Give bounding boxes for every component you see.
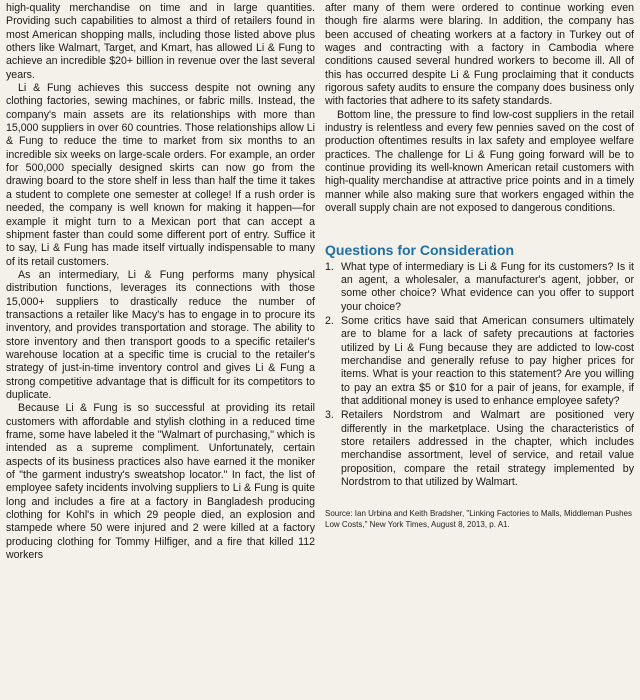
body-paragraph: As an intermediary, Li & Fung performs many physical distribution functions, leverages its connections with those 15,000+ suppliers to drastically reduce the number of transactions a retailer like Macy's has to engage in to procure its inventory, and provides transportation and storage. The ability to store inventory and then transport goods to a specific retailer's warehouse location at a specific time is crucial to the retailer's strategy of just-in-time inventory control and gives Li & Fung a strong competitive advantage that is difficult for its competitors to duplicate. [6,268,315,401]
right-column [325,2,634,700]
question-item [325,409,634,489]
left-column [6,2,315,700]
body-paragraph: Bottom line, the pressure to find low-cost suppliers in the retail industry is relentless and every few pennies saved on the cost of production oftentimes results in lax safety and employee welfare practices. The challenge for Li & Fung going forward will be to continue providing its well-known American retail customers with high-quality merchandise at attractive price points and in a timely manner while also making sure that workers engaged within the overall supply chain are not exposed to dangerous conditions. [325,108,634,215]
question-item [325,261,634,314]
body-paragraph: after many of them were ordered to continue working even though fire alarms were blaring. In addition, the company has been accused of cheating workers at a factory in Turkey out of wages and contracting with a factory in Cambodia where conditions caused several hundred workers to become ill. All of this has occurred despite Li & Fung proclaiming that it conducts rigorous safety audits to ensure the company does business only with factories that adhere to its safety standards. [325,2,634,108]
question-number: 3. [325,409,334,422]
questions-heading: Questions for Consideration [325,241,515,258]
question-number: 1. [325,260,334,273]
body-paragraph: Li & Fung achieves this success despite not owning any clothing factories, sewing machines, or fabric mills. Instead, the company's main assets are its relationships with more than 15,000 suppliers in over 60 countries. Those relationships allow Li & Fung to reduce the time to market from six months to an incredible six weeks on large-scale orders. For example, an order for 500,000 specially designed skirts can now go from the drawing board to the store shelf in less than half the time it takes a student to complete one semester at college! If a rush order is needed, the company is well known for making it happen—for example it might turn to a Mexican port that can accept a shipment faster than could some different port of entry. Suffice it to say, Li & Fung has made itself virtually indispensable to many of its retail customers. [6,82,315,268]
question-number: 2. [325,314,334,327]
question-text: What type of intermediary is Li & Fung for its customers? Is it an agent, a wholesaler, a manufacturer's agent, jobber, or some other choice? What evidence can you offer to support your choice? [341,260,634,313]
questions-list [325,261,634,490]
body-paragraph: high-quality merchandise on time and in large quantities. Providing such capabilities to almost a third of retailers found in most American shopping malls, including those listed above plus others like Walmart, Target, and Kmart, has allowed Li & Fung to achieve an incredible $20+ billion in revenue over the last several years. [6,2,315,81]
question-item [325,315,634,408]
body-paragraph: Because Li & Fung is so successful at providing its retail customers with affordable and stylish clothing in a reduced time frame, some have labeled it the "Walmart of purchasing," which is intended as a supreme compliment. Unfortunately, certain aspects of its business practices also have earned it the moniker of "the garment industry's sweatshop locator." In fact, the list of employee safety incidents involving suppliers to Li & Fung is quite long and includes a fire at a factory in Bangladesh producing clothing for Kohl's in which 29 people died, an explosion and stampede where 50 were injured and 2 were killed at a factory producing clothing for Tommy Hilfiger, and a fire that killed 112 workers [6,402,315,562]
source-citation: Source: Ian Urbina and Keith Bradsher, "Linking Factories to Malls, Middleman Pushes Low Costs," New York Times, August 8, 2013, p. A1. [325,509,632,529]
question-text: Retailers Nordstrom and Walmart are positioned very differently in the marketplace. Using the characteristics of store retailers addressed in the chapter, which includes merchandise assortment, level of service, and retail value proposition, compare the retail strategy implemented by Nordstrom to that utilized by Walmart. [341,409,634,488]
question-text: Some critics have said that American consumers ultimately are to blame for a lack of safety precautions at factories utilized by Li & Fung because they are addicted to low-cost merchandise and generally refuse to pay higher prices for items. What is your reaction to this statement? Are you willing to pay an extra $5 or $10 for a pair of jeans, for example, if that additional money is used to enhance employee safety? [341,314,634,407]
